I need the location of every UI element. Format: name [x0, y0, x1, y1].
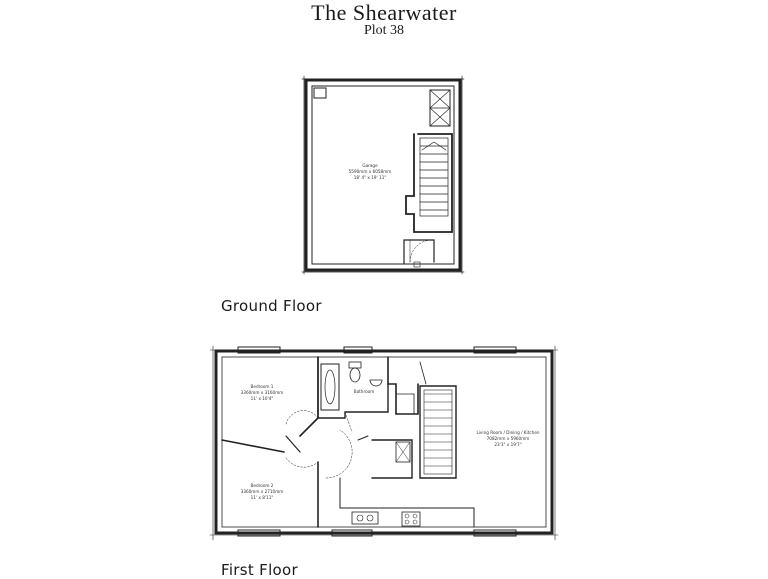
living-room-imperial: 23'3" x 19'7" [494, 442, 522, 447]
ground-staircase [420, 138, 448, 216]
bedroom-1-imperial: 11' x 10'4" [250, 396, 274, 401]
plot-number: Plot 38 [363, 23, 405, 38]
bedroom-2-label [241, 483, 284, 500]
garage-metric: 5590mm x 6058mm [348, 169, 392, 174]
ground-floor-label: Ground Floor [221, 297, 322, 315]
bedroom-1-name: Bedroom 1 [250, 384, 274, 389]
bedroom-2-name: Bedroom 2 [250, 483, 274, 488]
bathroom-name: Bathroom [353, 389, 375, 394]
bedroom-1-label [241, 384, 284, 401]
bedroom-2-metric: 3360mm x 2710mm [240, 489, 284, 494]
bedroom-1-metric: 3360mm x 3160mm [240, 390, 284, 395]
first-floor-label: First Floor [221, 561, 298, 579]
living-room-label [476, 430, 539, 447]
bedroom-2-imperial: 11' x 8'11" [250, 495, 274, 500]
kitchen-units [340, 478, 474, 527]
living-room-name: Living Room / Dining / Kitchen [476, 430, 540, 435]
plan-title: The Shearwater [311, 0, 457, 25]
garage-name: Garage [362, 163, 378, 168]
first-floor-staircase [420, 362, 456, 478]
bathroom-label [354, 389, 375, 394]
garage-label [349, 163, 392, 180]
garage-imperial: 18' 4" x 19' 11" [353, 175, 387, 180]
cupboard-ground [430, 90, 450, 126]
ground-door [404, 240, 434, 267]
cupboard-first-floor [396, 442, 410, 462]
bathroom [318, 357, 388, 432]
living-room-metric: 7082mm x 5960mm [486, 436, 530, 441]
